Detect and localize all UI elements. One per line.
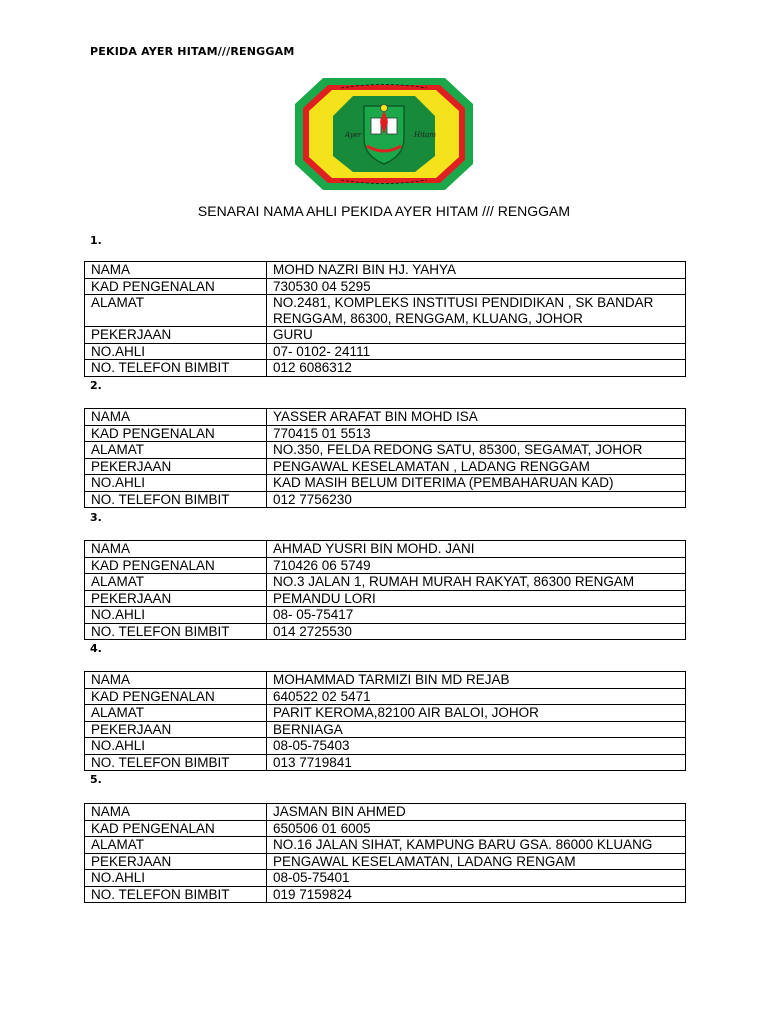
page-title: SENARAI NAMA AHLI PEKIDA AYER HITAM /// RENGGAM xyxy=(197,203,571,219)
label-nama: NAMA xyxy=(85,541,267,558)
label-ahli: NO.AHLI xyxy=(85,475,267,492)
value-nama: YASSER ARAFAT BIN MOHD ISA xyxy=(267,409,686,426)
value-ahli: KAD MASIH BELUM DITERIMA (PEMBAHARUAN KAD) xyxy=(267,475,686,492)
value-kad: 730530 04 5295 xyxy=(267,278,686,295)
member-record-table xyxy=(84,540,686,640)
label-alamat: ALAMAT xyxy=(85,295,267,327)
document-header: PEKIDA AYER HITAM///RENGGAM xyxy=(90,45,295,58)
label-telefon: NO. TELEFON BIMBIT xyxy=(85,491,267,508)
label-kad: KAD PENGENALAN xyxy=(85,425,267,442)
label-telefon: NO. TELEFON BIMBIT xyxy=(85,360,267,377)
value-kad: 650506 01 6005 xyxy=(267,820,686,837)
member-record-table xyxy=(84,671,686,771)
label-nama: NAMA xyxy=(85,672,267,689)
value-alamat: NO.2481, KOMPLEKS INSTITUSI PENDIDIKAN , SK BANDAR RENGGAM, 86300, RENGGAM, KLUANG, JOHOR xyxy=(267,295,686,327)
label-nama: NAMA xyxy=(85,804,267,821)
record-number: 4. xyxy=(90,642,102,655)
label-ahli: NO.AHLI xyxy=(85,738,267,755)
value-pekerjaan: PENGAWAL KESELAMATAN, LADANG RENGAM xyxy=(267,853,686,870)
record-number: 1. xyxy=(90,234,102,247)
value-telefon: 012 7756230 xyxy=(267,491,686,508)
label-ahli: NO.AHLI xyxy=(85,343,267,360)
member-record-table xyxy=(84,261,686,377)
value-ahli: 07- 0102- 24111 xyxy=(267,343,686,360)
value-pekerjaan: BERNIAGA xyxy=(267,721,686,738)
label-pekerjaan: PEKERJAAN xyxy=(85,721,267,738)
label-telefon: NO. TELEFON BIMBIT xyxy=(85,886,267,903)
value-telefon: 013 7719841 xyxy=(267,754,686,771)
value-ahli: 08-05-75401 xyxy=(267,870,686,887)
value-kad: 770415 01 5513 xyxy=(267,425,686,442)
logo-text-right: Hitam xyxy=(414,131,436,139)
label-kad: KAD PENGENALAN xyxy=(85,557,267,574)
value-pekerjaan: PENGAWAL KESELAMATAN , LADANG RENGGAM xyxy=(267,458,686,475)
label-telefon: NO. TELEFON BIMBIT xyxy=(85,623,267,640)
label-pekerjaan: PEKERJAAN xyxy=(85,590,267,607)
value-telefon: 012 6086312 xyxy=(267,360,686,377)
value-kad: 640522 02 5471 xyxy=(267,688,686,705)
label-ahli: NO.AHLI xyxy=(85,607,267,624)
label-telefon: NO. TELEFON BIMBIT xyxy=(85,754,267,771)
label-kad: KAD PENGENALAN xyxy=(85,688,267,705)
label-alamat: ALAMAT xyxy=(85,442,267,459)
value-kad: 710426 06 5749 xyxy=(267,557,686,574)
value-ahli: 08-05-75403 xyxy=(267,738,686,755)
value-alamat: PARIT KEROMA,82100 AIR BALOI, JOHOR xyxy=(267,705,686,722)
value-nama: AHMAD YUSRI BIN MOHD. JANI xyxy=(267,541,686,558)
value-alamat: NO.16 JALAN SIHAT, KAMPUNG BARU GSA. 86000 KLUANG xyxy=(267,837,686,854)
value-telefon: 014 2725530 xyxy=(267,623,686,640)
value-nama: MOHD NAZRI BIN HJ. YAHYA xyxy=(267,262,686,279)
value-alamat: NO.3 JALAN 1, RUMAH MURAH RAKYAT, 86300 RENGAM xyxy=(267,574,686,591)
label-pekerjaan: PEKERJAAN xyxy=(85,853,267,870)
record-number: 2. xyxy=(90,379,102,392)
label-pekerjaan: PEKERJAAN xyxy=(85,458,267,475)
label-kad: KAD PENGENALAN xyxy=(85,278,267,295)
value-alamat: NO.350, FELDA REDONG SATU, 85300, SEGAMAT, JOHOR xyxy=(267,442,686,459)
label-nama: NAMA xyxy=(85,262,267,279)
pekida-crest-icon xyxy=(293,76,475,192)
label-kad: KAD PENGENALAN xyxy=(85,820,267,837)
value-nama: MOHAMMAD TARMIZI BIN MD REJAB xyxy=(267,672,686,689)
label-alamat: ALAMAT xyxy=(85,837,267,854)
value-nama: JASMAN BIN AHMED xyxy=(267,804,686,821)
record-number: 3. xyxy=(90,511,102,524)
label-alamat: ALAMAT xyxy=(85,574,267,591)
value-pekerjaan: GURU xyxy=(267,327,686,344)
value-ahli: 08- 05-75417 xyxy=(267,607,686,624)
member-record-table xyxy=(84,803,686,903)
value-pekerjaan: PEMANDU LORI xyxy=(267,590,686,607)
member-record-table xyxy=(84,408,686,508)
label-ahli: NO.AHLI xyxy=(85,870,267,887)
label-nama: NAMA xyxy=(85,409,267,426)
record-number: 5. xyxy=(90,773,102,786)
value-telefon: 019 7159824 xyxy=(267,886,686,903)
label-pekerjaan: PEKERJAAN xyxy=(85,327,267,344)
label-alamat: ALAMAT xyxy=(85,705,267,722)
logo-text-left: Ayer xyxy=(345,131,362,139)
